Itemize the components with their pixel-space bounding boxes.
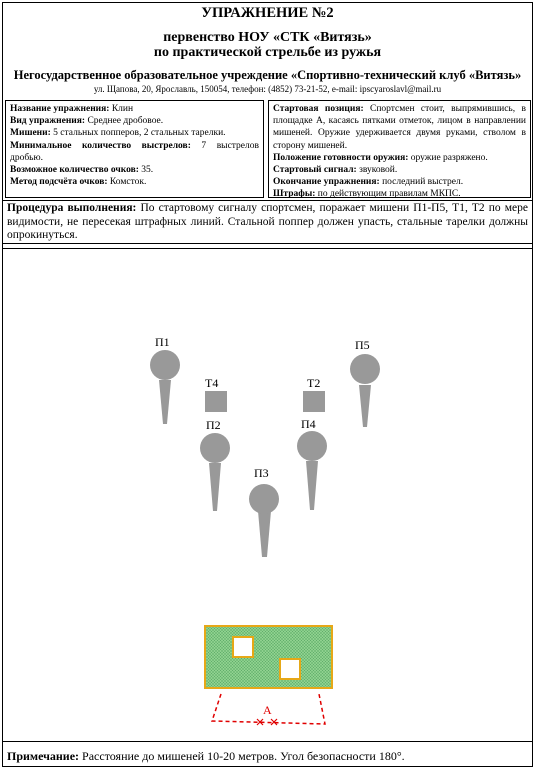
organization-address: ул. Щапова, 20, Ярославль, 150054, телефон: (4852) 73-21-52, e-mail: ipscyaroslavl@mail.ru [93,84,442,94]
note-section [3,747,532,766]
foot-mark [233,637,253,657]
popper-p1 [150,335,180,424]
popper-p4 [297,417,327,510]
info-row: Стартовый сигнал: звуковой. [273,165,398,176]
info-row: Мишени: 5 стальных попперов, 2 стальных тарелки. [10,128,226,139]
discipline-line: по практической стрельбе из ружья [153,45,382,60]
popper-p5-label: П5 [355,338,370,352]
popper-p2-label: П2 [206,418,221,432]
info-row: Стартовая позиция: Спортсмен стоит, выпрямившись, в площадке А, касаясь пятками отметок, лицом в направлении мишеней. Оружие удерживается двумя руками, стволом в сторону мишеней. [273,104,526,151]
procedure-section [3,200,532,244]
popper-p1-label: П1 [155,335,170,349]
stage-diagram-svg [3,249,532,743]
procedure-text: По стартовому сигналу спортсмен, поражает мишени П1-П5, Т1, Т2 по мере видимости, не пересекая штрафных линий. Стальной поппер должен упасть, стальные тарелки должны опрокинуться. [7,202,528,241]
note-label: Примечание: [7,749,80,763]
exercise-info-box [5,100,264,198]
plate-t4-label: Т4 [205,376,219,390]
popper-p4-label: П4 [301,417,316,431]
info-row: Штрафы: по действующим правилам МКПС. [273,189,461,200]
info-row: Положение готовности оружия: оружие разряжено. [273,152,488,163]
area-a-label: А [263,703,272,717]
info-row: Метод подсчёта очков: Комсток. [10,177,147,188]
shooting-area-a [205,626,332,688]
plate-t4 [205,376,227,412]
popper-p3-label: П3 [254,466,269,480]
foot-mark [280,659,300,679]
document-header [2,2,533,98]
info-row: Окончание упражнения: последний выстрел. [273,177,464,188]
popper-p3 [249,466,279,557]
info-row: Возможное количество очков: 35. [10,165,154,176]
start-conditions-box [268,100,531,198]
procedure-label: Процедура выполнения: [7,202,137,214]
stage-diagram [3,248,532,742]
info-row: Название упражнения: Клин [10,104,134,114]
plate-t2 [303,376,325,412]
popper-p2 [200,418,230,511]
info-row: Минимальное количество выстрелов: 7 выстрелов дробью. [10,140,259,163]
note-text: Расстояние до мишеней 10-20 метров. Угол безопасности 180°. [79,749,405,763]
exercise-title: УПРАЖНЕНИЕ №2 [201,5,334,21]
plate-t2-label: Т2 [307,376,321,390]
championship-line: первенство НОУ «СТК «Витязь» [163,30,372,45]
penalty-marks [257,719,277,725]
info-row: Вид упражнения: Среднее дробовое. [10,116,164,127]
popper-p5 [350,338,380,427]
organization-name: Негосударственное образовательное учреждение «Спортивно-технический клуб «Витязь» [13,68,522,82]
